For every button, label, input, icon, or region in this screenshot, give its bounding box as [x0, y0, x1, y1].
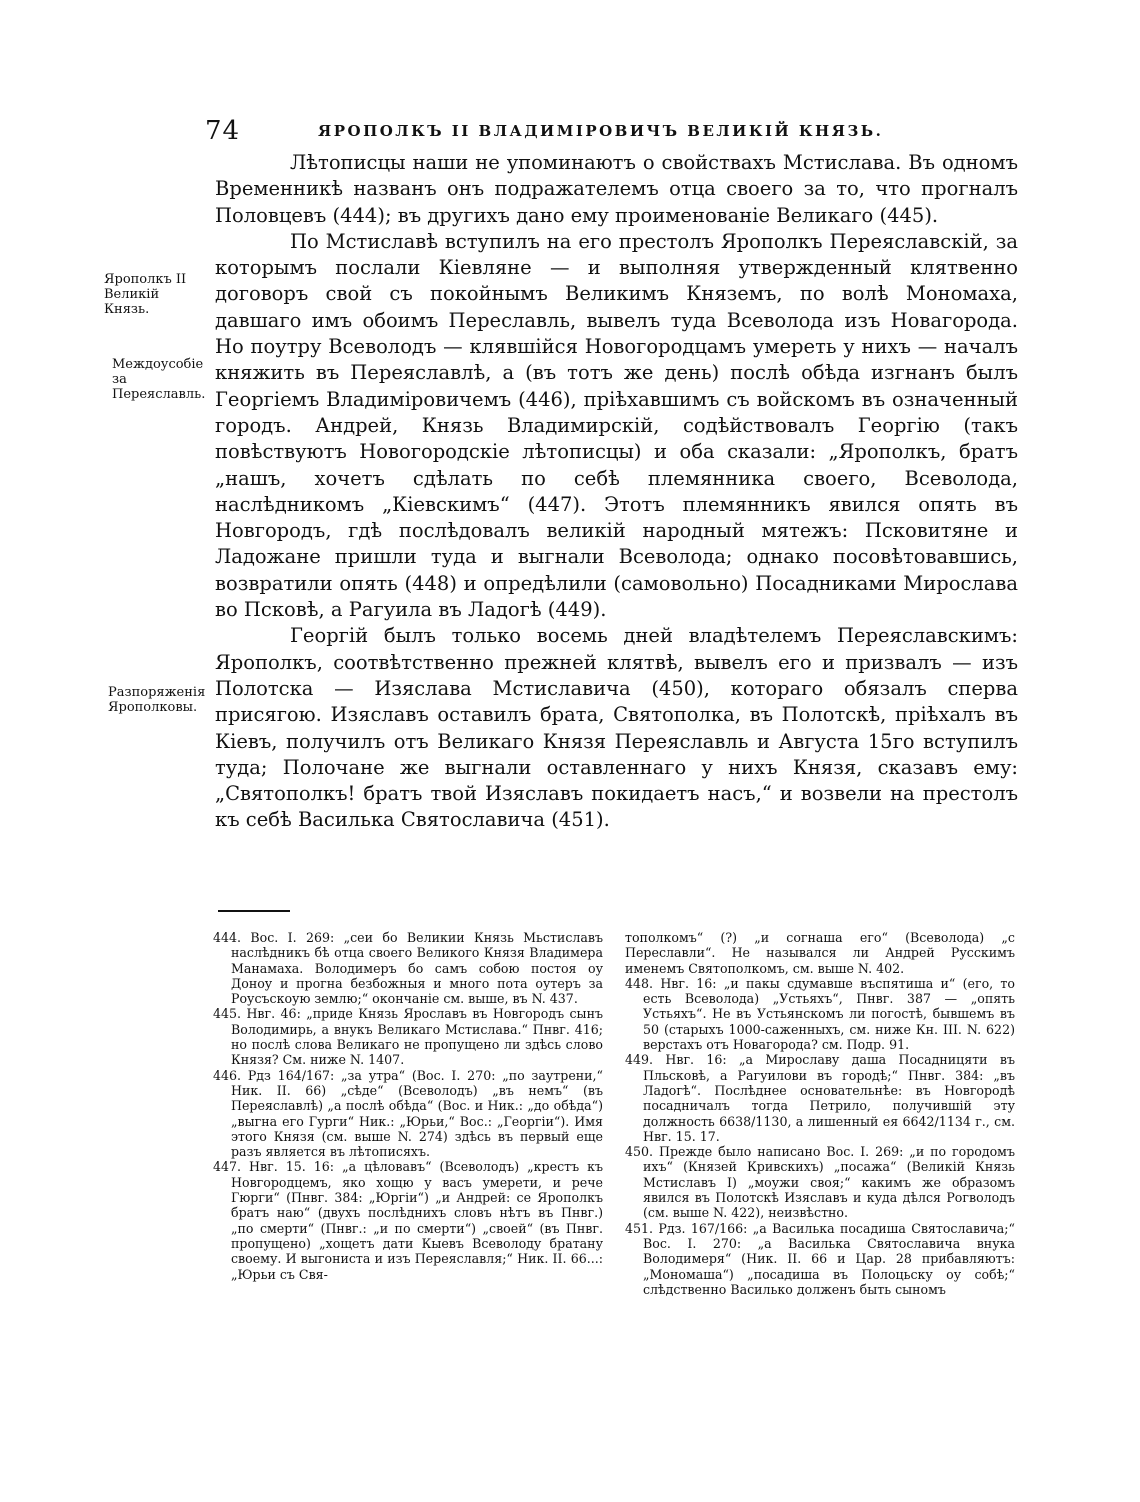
footnote-444: 444. Вос. I. 269: „сеи бо Великии Князь Мьстиславъ наслѣдникъ бѣ отца своего Великого Князя Владимера Манамаха. Володимеръ бо самъ собою постоя оу Доноу и прогна безбожныя и много пота оутеръ за Роусъскоую землю;“ окончанiе см. выше, въ N. 437.: [213, 930, 603, 1007]
footnote-450: 450. Прежде было написано Вос. I. 269: „и по городомъ ихъ“ (Князей Кривскихъ) „посажа“ (Великiй Князь Мстиславъ I) „моужи своя;“ какимъ же образомъ явился въ Полотскѣ Изяславъ и куда дѣлся Рогволодъ (см. выше N. 422), неизвѣстно.: [625, 1144, 1015, 1221]
footnote-446: 446. Рдз 164/167: „за утра“ (Вос. I. 270: „по заутрени,“ Ник. II. 66) „сѣде“ (Всеволодъ) „въ немъ“ (въ Переяславлѣ) „а послѣ обѣда“ (Вос. и Ник.: „до обѣда“) „выгна его Гурги“ Ник.: „Юрьи,“ Вос.: „Георгiи“). Имя этого Князя (см. выше N. 274) здѣсь въ первый еще разъ является въ лѣтописяхъ.: [213, 1067, 603, 1160]
main-text: [215, 150, 1018, 834]
footnote-449: 449. Нвг. 16: „а Мирославу даша Посадницяти въ Пльсковѣ, а Рагуилови въ городѣ;“ Пнвг. 384: „въ Ладогѣ“. Послѣднее основательнѣе: въ Новгородѣ посадничалъ тогда Петрило, получившiй эту должность 6638/1130, а лишенный ея 6642/1134 г., см. Нвг. 15. 17.: [625, 1052, 1015, 1144]
footnote-451: 451. Рдз. 167/166: „а Василька посадиша Святославича;“ Вос. I. 270: „а Василька Святославича внука Володимеря“ (Ник. II. 66 и Цар. 28 прибавляютъ: „Мономаша“) „посадиша въ Полоцьску оу собѣ;“ слѣдственно Василько долженъ быть сыномъ: [625, 1220, 1015, 1297]
page-number: 74: [205, 116, 241, 146]
paragraph-2: По Мстиславѣ вступилъ на его престолъ Ярополкъ Переяславскiй, за которымъ послали Кiевляне — и выполняя утвержденный клятвенно договоръ свой съ покойнымъ Великимъ Княземъ, по волѣ Мономаха, давшаго имъ обоимъ Переславль, вывелъ туда Всеволода изъ Новагорода. Но поутру Всеволодъ — клявшiйся Новогородцамъ умереть у нихъ — началъ княжить въ Переяславлѣ, а (въ тотъ же день) послѣ обѣда изгнанъ былъ Георгiемъ Владимiровичемъ (446), прiѣхавшимъ съ войскомъ въ означенный городъ. Андрей, Князь Владимирскiй, содѣйствовалъ Георгiю (такъ повѣствуютъ Новогородскiе лѣтописцы) и оба сказали: „Ярополкъ, братъ „нашъ, хочетъ сдѣлать по себѣ племянника своего, Всеволода, наслѣдникомъ „Кiевскимъ“ (447). Этотъ племянникъ явился опять въ Новгородъ, гдѣ послѣдовалъ великiй народный мятежъ: Псковитяне и Ладожане пришли туда и выгнали Всеволода; однако посовѣтовавшись, возвратили опять (448) и опредѣлили (самовольно) Посадниками Мирослава во Псковѣ, а Рагуила въ Ладогѣ (449).: [215, 229, 1018, 622]
running-head: ЯРОПОЛКЪ II ВЛАДИМIРОВИЧЪ ВЕЛИКIЙ КНЯЗЬ.: [318, 122, 884, 140]
margin-note-yaropolk: Ярополкъ II Великiй Князь.: [104, 272, 187, 317]
footnote-447-continued: тополкомъ“ (?) „и согнаша его“ (Всеволода) „с Переславли“. Не назывался ли Андрей Русскимъ именемъ Святополкомъ, см. выше N. 402.: [625, 930, 1015, 976]
footnotes-left-column: [213, 930, 603, 1282]
footnote-445: 445. Нвг. 46: „приде Князь Ярославъ въ Новгородъ сынъ Володимирь, а внукъ Великаго Мстислава.“ Пнвг. 416; но послѣ слова Великаго не пропущено ли здѣсь слово Князя? См. ниже N. 1407.: [213, 1006, 603, 1068]
footnote-rule: [218, 910, 290, 912]
footnote-447: 447. Нвг. 15. 16: „а цѣловавъ“ (Всеволодъ) „крестъ къ Новгородцемъ, яко хощю у васъ умерети, и рече Гюрги“ (Пнвг. 384: „Юргiи“) „и Андрей: се Ярополкъ братъ наю“ (двухъ послѣднихъ словъ нѣтъ въ Пнвг.) „по смерти“ (Пнвг.: „и по смерти“) „своей“ (въ Пнвг. пропущено) „хощетъ дати Кыевъ Всеволоду братану своему. И выгониста и изъ Переяславля;“ Ник. II. 66...: „Юрьи съ Свя-: [213, 1159, 603, 1282]
footnote-448: 448. Нвг. 16: „и пакы сдумавше въспятиша и“ (его, то есть Всеволода) „Устьяхъ“, Пнвг. 387 — „опять Устьяхъ“. Не въ Устьянскомъ ли погостѣ, бывшемъ въ 50 (старыхъ 1000-саженныхъ, см. ниже Кн. III. N. 622) верстахъ отъ Новагорода? см. Подр. 91.: [625, 975, 1015, 1053]
margin-note-orders: Разпоряженiя Ярополковы.: [108, 685, 206, 715]
paragraph-3: Георгiй былъ только восемь дней владѣтелемъ Переяславскимъ: Ярополкъ, соотвѣтственно прежней клятвѣ, вывелъ его и призвалъ — изъ Полотска — Изяслава Мстиславича (450), котораго обязалъ сперва присягою. Изяславъ оставилъ брата, Святополка, въ Полотскѣ, прiѣхалъ въ Кiевъ, получилъ отъ Великаго Князя Переяславль и Августа 15го вступилъ туда; Полочане же выгнали оставленнаго у нихъ Князя, сказавъ ему: „Святополкъ! братъ твой Изяславъ покидаетъ насъ,“ и возвели на престолъ къ себѣ Василька Святославича (451).: [215, 624, 1018, 832]
footnotes-right-column: [625, 930, 1015, 1297]
paragraph-1: Лѣтописцы наши не упоминаютъ о свойствахъ Мстислава. Въ одномъ Временникѣ названъ онъ подражателемъ отца своего за то, что прогналъ Половцевъ (444); въ другихъ дано ему проименованiе Великаго (445).: [215, 151, 1018, 227]
margin-note-strife: Междоусобiе за Переяславль.: [112, 357, 206, 402]
